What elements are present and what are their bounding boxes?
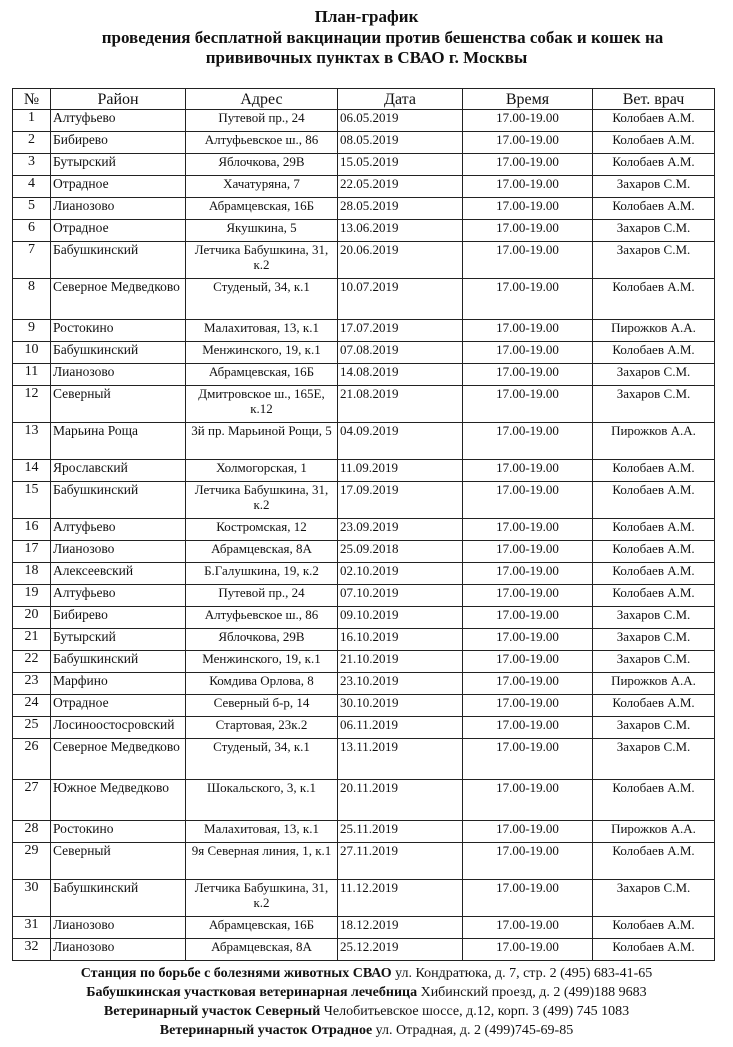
footer-line-otradnoe — [0, 1021, 733, 1040]
row-address: Алтуфьевское ш., 86 — [186, 607, 338, 629]
row-vet: Захаров С.М. — [593, 242, 715, 279]
row-number: 3 — [13, 154, 51, 176]
row-number: 1 — [13, 110, 51, 132]
row-number: 14 — [13, 460, 51, 482]
table-row — [13, 563, 715, 585]
row-district: Бабушкинский — [51, 342, 186, 364]
table-row — [13, 607, 715, 629]
row-vet: Колобаев А.М. — [593, 482, 715, 519]
table-body — [13, 110, 715, 961]
table-row — [13, 939, 715, 961]
row-district: Бабушкинский — [51, 651, 186, 673]
row-time: 17.00-19.00 — [463, 220, 593, 242]
footer-babushkinskaya-name: Бабушкинская участковая ветеринарная лечебница — [86, 985, 418, 1000]
row-address: Абрамцевская, 16Б — [186, 198, 338, 220]
row-date: 17.07.2019 — [338, 320, 463, 342]
table-row — [13, 176, 715, 198]
row-district: Ростокино — [51, 821, 186, 843]
row-address: Менжинского, 19, к.1 — [186, 342, 338, 364]
row-time: 17.00-19.00 — [463, 563, 593, 585]
row-date: 17.09.2019 — [338, 482, 463, 519]
row-district: Бабушкинский — [51, 242, 186, 279]
row-address: Летчика Бабушкина, 31, к.2 — [186, 880, 338, 917]
row-district: Бутырский — [51, 154, 186, 176]
row-number: 22 — [13, 651, 51, 673]
table-row — [13, 541, 715, 563]
row-time: 17.00-19.00 — [463, 717, 593, 739]
footer-station-info: ул. Кондратюка, д. 7, стр. 2 (495) 683-41-65 — [391, 966, 653, 981]
row-district: Бабушкинский — [51, 880, 186, 917]
row-district: Лианозово — [51, 939, 186, 961]
row-address: Яблочкова, 29В — [186, 629, 338, 651]
table-row — [13, 739, 715, 780]
row-date: 07.10.2019 — [338, 585, 463, 607]
row-address: Абрамцевская, 16Б — [186, 364, 338, 386]
row-date: 06.05.2019 — [338, 110, 463, 132]
row-vet: Колобаев А.М. — [593, 110, 715, 132]
row-district: Алтуфьево — [51, 585, 186, 607]
row-district: Северный — [51, 843, 186, 880]
row-number: 24 — [13, 695, 51, 717]
row-vet: Колобаев А.М. — [593, 132, 715, 154]
row-date: 11.09.2019 — [338, 460, 463, 482]
row-district: Южное Медведково — [51, 780, 186, 821]
row-number: 2 — [13, 132, 51, 154]
row-date: 23.10.2019 — [338, 673, 463, 695]
footer-severny-info: Челобитьевское шоссе, д.12, корп. 3 (499) 745 1083 — [320, 1004, 630, 1019]
row-district: Отрадное — [51, 176, 186, 198]
row-number: 10 — [13, 342, 51, 364]
row-time: 17.00-19.00 — [463, 843, 593, 880]
row-date: 08.05.2019 — [338, 132, 463, 154]
row-address: Путевой пр., 24 — [186, 110, 338, 132]
row-time: 17.00-19.00 — [463, 651, 593, 673]
row-date: 07.08.2019 — [338, 342, 463, 364]
row-vet: Колобаев А.М. — [593, 342, 715, 364]
row-number: 27 — [13, 780, 51, 821]
footer-line-severny — [0, 1002, 733, 1021]
row-time: 17.00-19.00 — [463, 821, 593, 843]
row-time: 17.00-19.00 — [463, 279, 593, 320]
row-number: 8 — [13, 279, 51, 320]
row-date: 20.06.2019 — [338, 242, 463, 279]
col-header-address: Адрес — [186, 89, 338, 110]
row-address: Холмогорская, 1 — [186, 460, 338, 482]
row-vet: Захаров С.М. — [593, 739, 715, 780]
row-address: Костромская, 12 — [186, 519, 338, 541]
row-date: 06.11.2019 — [338, 717, 463, 739]
row-vet: Колобаев А.М. — [593, 917, 715, 939]
row-district: Бибирево — [51, 132, 186, 154]
row-time: 17.00-19.00 — [463, 342, 593, 364]
table-row — [13, 673, 715, 695]
row-address: Студеный, 34, к.1 — [186, 279, 338, 320]
row-district: Лианозово — [51, 541, 186, 563]
row-date: 04.09.2019 — [338, 423, 463, 460]
row-time: 17.00-19.00 — [463, 939, 593, 961]
row-vet: Захаров С.М. — [593, 364, 715, 386]
row-address: Б.Галушкина, 19, к.2 — [186, 563, 338, 585]
footer-line-babushkinskaya — [0, 983, 733, 1002]
row-district: Отрадное — [51, 695, 186, 717]
table-row — [13, 482, 715, 519]
row-date: 18.12.2019 — [338, 917, 463, 939]
row-district: Марфино — [51, 673, 186, 695]
row-date: 25.12.2019 — [338, 939, 463, 961]
row-address: Хачатуряна, 7 — [186, 176, 338, 198]
row-date: 20.11.2019 — [338, 780, 463, 821]
row-date: 11.12.2019 — [338, 880, 463, 917]
row-date: 25.09.2018 — [338, 541, 463, 563]
row-vet: Захаров С.М. — [593, 629, 715, 651]
row-date: 30.10.2019 — [338, 695, 463, 717]
row-vet: Колобаев А.М. — [593, 563, 715, 585]
row-vet: Пирожков А.А. — [593, 673, 715, 695]
row-date: 14.08.2019 — [338, 364, 463, 386]
row-vet: Колобаев А.М. — [593, 541, 715, 563]
row-time: 17.00-19.00 — [463, 917, 593, 939]
table-row — [13, 880, 715, 917]
row-number: 5 — [13, 198, 51, 220]
row-vet: Колобаев А.М. — [593, 279, 715, 320]
row-vet: Колобаев А.М. — [593, 460, 715, 482]
row-number: 19 — [13, 585, 51, 607]
table-row — [13, 198, 715, 220]
row-district: Лианозово — [51, 917, 186, 939]
row-number: 28 — [13, 821, 51, 843]
table-row — [13, 154, 715, 176]
row-time: 17.00-19.00 — [463, 110, 593, 132]
row-district: Бибирево — [51, 607, 186, 629]
row-address: Абрамцевская, 8А — [186, 541, 338, 563]
row-number: 15 — [13, 482, 51, 519]
row-time: 17.00-19.00 — [463, 482, 593, 519]
row-address: Абрамцевская, 16Б — [186, 917, 338, 939]
row-time: 17.00-19.00 — [463, 423, 593, 460]
row-vet: Колобаев А.М. — [593, 843, 715, 880]
row-address: 3й пр. Марьиной Рощи, 5 — [186, 423, 338, 460]
row-vet: Колобаев А.М. — [593, 154, 715, 176]
table-row — [13, 843, 715, 880]
row-date: 13.06.2019 — [338, 220, 463, 242]
doc-title: План-график — [314, 7, 419, 26]
row-number: 13 — [13, 423, 51, 460]
table-row — [13, 132, 715, 154]
row-vet: Пирожков А.А. — [593, 320, 715, 342]
row-vet: Колобаев А.М. — [593, 939, 715, 961]
row-time: 17.00-19.00 — [463, 176, 593, 198]
row-district: Ярославский — [51, 460, 186, 482]
row-address: Шокальского, 3, к.1 — [186, 780, 338, 821]
row-date: 28.05.2019 — [338, 198, 463, 220]
table-row — [13, 917, 715, 939]
row-vet: Колобаев А.М. — [593, 198, 715, 220]
table-row — [13, 423, 715, 460]
row-time: 17.00-19.00 — [463, 242, 593, 279]
row-district: Отрадное — [51, 220, 186, 242]
row-date: 25.11.2019 — [338, 821, 463, 843]
row-number: 26 — [13, 739, 51, 780]
col-header-date: Дата — [338, 89, 463, 110]
row-date: 10.07.2019 — [338, 279, 463, 320]
col-header-rayon: Район — [51, 89, 186, 110]
row-number: 31 — [13, 917, 51, 939]
row-time: 17.00-19.00 — [463, 673, 593, 695]
row-district: Лианозово — [51, 364, 186, 386]
table-row — [13, 279, 715, 320]
table-row — [13, 110, 715, 132]
row-time: 17.00-19.00 — [463, 629, 593, 651]
row-number: 12 — [13, 386, 51, 423]
row-date: 27.11.2019 — [338, 843, 463, 880]
row-address: Дмитровское ш., 165Е, к.12 — [186, 386, 338, 423]
row-time: 17.00-19.00 — [463, 780, 593, 821]
schedule-table — [12, 88, 715, 961]
row-address: Комдива Орлова, 8 — [186, 673, 338, 695]
row-address: Летчика Бабушкина, 31, к.2 — [186, 242, 338, 279]
row-number: 7 — [13, 242, 51, 279]
table-row — [13, 651, 715, 673]
row-address: Путевой пр., 24 — [186, 585, 338, 607]
row-vet: Захаров С.М. — [593, 607, 715, 629]
row-district: Северное Медведково — [51, 739, 186, 780]
row-number: 17 — [13, 541, 51, 563]
row-district: Алексеевский — [51, 563, 186, 585]
row-district: Лосиноостоcровский — [51, 717, 186, 739]
doc-subtitle-line2: прививочных пунктах в СВАО г. Москвы — [205, 48, 528, 67]
row-address: Менжинского, 19, к.1 — [186, 651, 338, 673]
row-district: Ростокино — [51, 320, 186, 342]
row-time: 17.00-19.00 — [463, 198, 593, 220]
row-vet: Колобаев А.М. — [593, 519, 715, 541]
row-district: Алтуфьево — [51, 110, 186, 132]
footer-babushkinskaya-info: Хибинский проезд, д. 2 (499)188 9683 — [417, 985, 647, 1000]
table-row — [13, 342, 715, 364]
row-time: 17.00-19.00 — [463, 607, 593, 629]
row-number: 23 — [13, 673, 51, 695]
row-vet: Пирожков А.А. — [593, 423, 715, 460]
row-time: 17.00-19.00 — [463, 132, 593, 154]
row-district: Алтуфьево — [51, 519, 186, 541]
row-vet: Захаров С.М. — [593, 386, 715, 423]
row-time: 17.00-19.00 — [463, 695, 593, 717]
row-address: Стартовая, 23к.2 — [186, 717, 338, 739]
table-row — [13, 220, 715, 242]
footer-line-station — [0, 964, 733, 983]
row-district: Лианозово — [51, 198, 186, 220]
table-row — [13, 695, 715, 717]
row-date: 22.05.2019 — [338, 176, 463, 198]
row-address: Малахитовая, 13, к.1 — [186, 821, 338, 843]
footer-severny-name: Ветеринарный участок Северный — [103, 1004, 321, 1019]
row-district: Северное Медведково — [51, 279, 186, 320]
row-address: 9я Северная линия, 1, к.1 — [186, 843, 338, 880]
table-header-row — [13, 89, 715, 110]
row-number: 16 — [13, 519, 51, 541]
table-row — [13, 242, 715, 279]
row-time: 17.00-19.00 — [463, 519, 593, 541]
row-address: Яблочкова, 29В — [186, 154, 338, 176]
row-time: 17.00-19.00 — [463, 320, 593, 342]
row-number: 21 — [13, 629, 51, 651]
row-district: Северный — [51, 386, 186, 423]
row-date: 09.10.2019 — [338, 607, 463, 629]
doc-subtitle-line1: проведения бесплатной вакцинации против бешенства собак и кошек на — [101, 28, 664, 47]
table-row — [13, 364, 715, 386]
row-date: 02.10.2019 — [338, 563, 463, 585]
col-header-vet: Вет. врач — [593, 89, 715, 110]
row-address: Алтуфьевское ш., 86 — [186, 132, 338, 154]
row-vet: Колобаев А.М. — [593, 780, 715, 821]
row-date: 13.11.2019 — [338, 739, 463, 780]
row-time: 17.00-19.00 — [463, 154, 593, 176]
row-vet: Пирожков А.А. — [593, 821, 715, 843]
row-vet: Захаров С.М. — [593, 651, 715, 673]
col-header-time: Время — [463, 89, 593, 110]
row-time: 17.00-19.00 — [463, 460, 593, 482]
row-date: 21.08.2019 — [338, 386, 463, 423]
row-vet: Захаров С.М. — [593, 220, 715, 242]
row-date: 15.05.2019 — [338, 154, 463, 176]
table-row — [13, 629, 715, 651]
table-row — [13, 386, 715, 423]
row-address: Абрамцевская, 8А — [186, 939, 338, 961]
row-address: Якушкина, 5 — [186, 220, 338, 242]
row-district: Бутырский — [51, 629, 186, 651]
row-address: Малахитовая, 13, к.1 — [186, 320, 338, 342]
row-vet: Захаров С.М. — [593, 717, 715, 739]
table-row — [13, 519, 715, 541]
row-number: 9 — [13, 320, 51, 342]
col-header-num: № — [13, 89, 51, 110]
row-vet: Захаров С.М. — [593, 880, 715, 917]
row-time: 17.00-19.00 — [463, 386, 593, 423]
table-row — [13, 320, 715, 342]
row-time: 17.00-19.00 — [463, 541, 593, 563]
row-number: 18 — [13, 563, 51, 585]
row-vet: Колобаев А.М. — [593, 695, 715, 717]
row-time: 17.00-19.00 — [463, 364, 593, 386]
row-number: 25 — [13, 717, 51, 739]
row-vet: Колобаев А.М. — [593, 585, 715, 607]
row-district: Марьина Роща — [51, 423, 186, 460]
row-number: 30 — [13, 880, 51, 917]
row-number: 6 — [13, 220, 51, 242]
table-row — [13, 460, 715, 482]
footer-station-name: Станция по борьбе с болезнями животных СВАО — [80, 966, 392, 981]
row-address: Северный б-р, 14 — [186, 695, 338, 717]
row-address: Летчика Бабушкина, 31, к.2 — [186, 482, 338, 519]
row-date: 21.10.2019 — [338, 651, 463, 673]
row-vet: Захаров С.М. — [593, 176, 715, 198]
footer-otradnoe-info: ул. Отрадная, д. 2 (499)745-69-85 — [372, 1023, 574, 1038]
row-time: 17.00-19.00 — [463, 739, 593, 780]
row-time: 17.00-19.00 — [463, 880, 593, 917]
table-row — [13, 717, 715, 739]
table-row — [13, 585, 715, 607]
row-number: 11 — [13, 364, 51, 386]
footer-otradnoe-name: Ветеринарный участок Отрадное — [159, 1023, 373, 1038]
row-number: 20 — [13, 607, 51, 629]
row-number: 4 — [13, 176, 51, 198]
row-number: 29 — [13, 843, 51, 880]
table-row — [13, 780, 715, 821]
row-date: 16.10.2019 — [338, 629, 463, 651]
row-district: Бабушкинский — [51, 482, 186, 519]
row-date: 23.09.2019 — [338, 519, 463, 541]
row-time: 17.00-19.00 — [463, 585, 593, 607]
row-address: Студеный, 34, к.1 — [186, 739, 338, 780]
row-number: 32 — [13, 939, 51, 961]
table-row — [13, 821, 715, 843]
